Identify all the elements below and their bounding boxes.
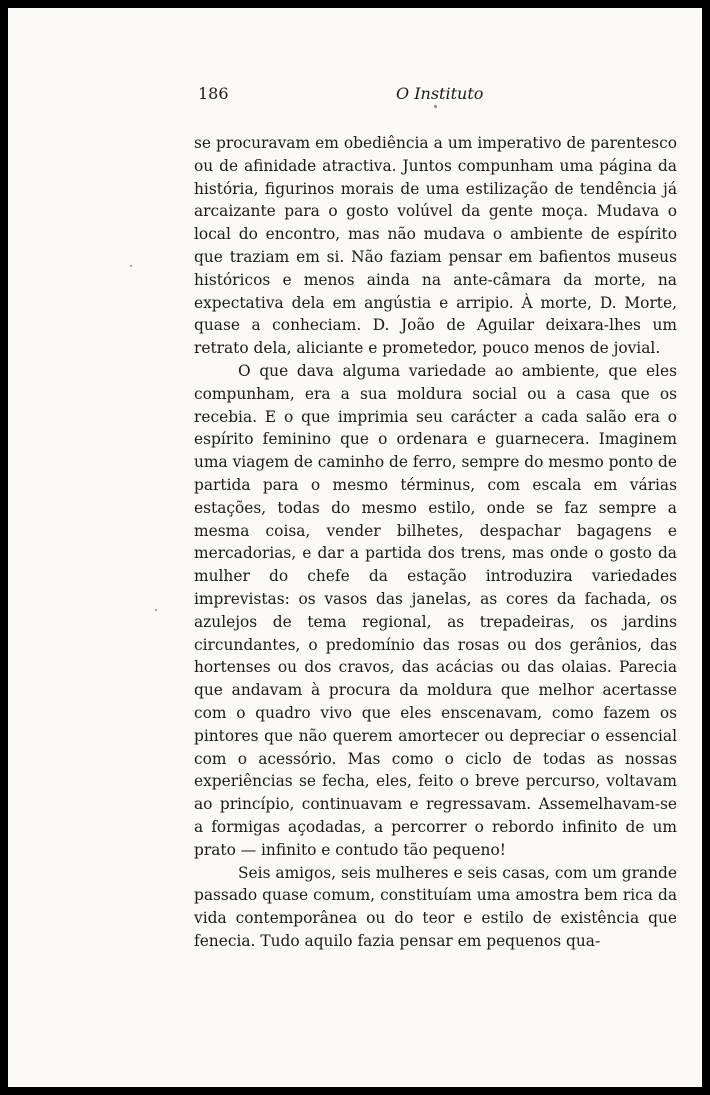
page-header: [198, 84, 676, 108]
paper-speck: [434, 105, 437, 108]
paper-speck: [155, 609, 157, 611]
body-text: [194, 132, 677, 953]
paragraph-1: se procuravam em obediência a um imperativo de parentesco ou de afinidade atractiva. Juntos compunham uma página da história, figurinos morais de uma estilização de tendência já arcaizante para o gosto volúvel da gente moça. Mudava o local do encontro, mas não mudava o ambiente de espírito que traziam em si. Não faziam pensar em bafientos museus históricos e menos ainda na ante-câmara da morte, na expectativa dela em angústia e arripio. À morte, D. Morte, quase a conheciam. D. João de Aguilar deixara-lhes um retrato dela, aliciante e prometedor, pouco menos de jovial.: [194, 134, 677, 358]
running-title: O Instituto: [396, 84, 484, 103]
paper-speck: [130, 265, 132, 267]
paragraph-2: O que dava alguma variedade ao ambiente, que eles compunham, era a sua moldura social ou a casa que os recebia. E o que imprimia seu carácter a cada salão era o espírito feminino que o ordenara e guarnecera. Imaginem uma viagem de caminho de ferro, sempre do mesmo ponto de partida para o mesmo términus, com escala em várias estações, todas do mesmo estilo, onde se faz sempre a mesma coisa, vender bilhetes, despachar bagagens e mercadorias, e dar a partida dos trens, mas onde o gosto da mulher do chefe da estação introduzira variedades imprevistas: os vasos das janelas, as cores da fachada, os azulejos de tema regional, as trepadeiras, os jardins circundantes, o predomínio das rosas ou dos gerânios, das hortenses ou dos cravos, das acácias ou das olaias. Parecia que andavam à procura da moldura que melhor acertasse com o quadro vivo que eles enscenavam, como fazem os pintores que não querem amortecer ou depreciar o essencial com o acessório. Mas como o ciclo de todas as nossas experiências se fecha, eles, feito o breve percurso, voltavam ao princípio, continuavam e regressavam. Assemelhavam-se a formigas açodadas, a percorrer o rebordo infinito de um prato — infinito e contudo tão pequeno!: [194, 361, 677, 859]
page-number: 186: [198, 84, 229, 103]
paragraph-3: Seis amigos, seis mulheres e seis casas, com um grande passado quase comum, constituíam uma amostra bem rica da vida contemporânea ou do teor e estilo de existência que fenecia. Tudo aquilo fazia pensar em pequenos qua-: [194, 863, 677, 950]
book-page: [8, 8, 702, 1087]
